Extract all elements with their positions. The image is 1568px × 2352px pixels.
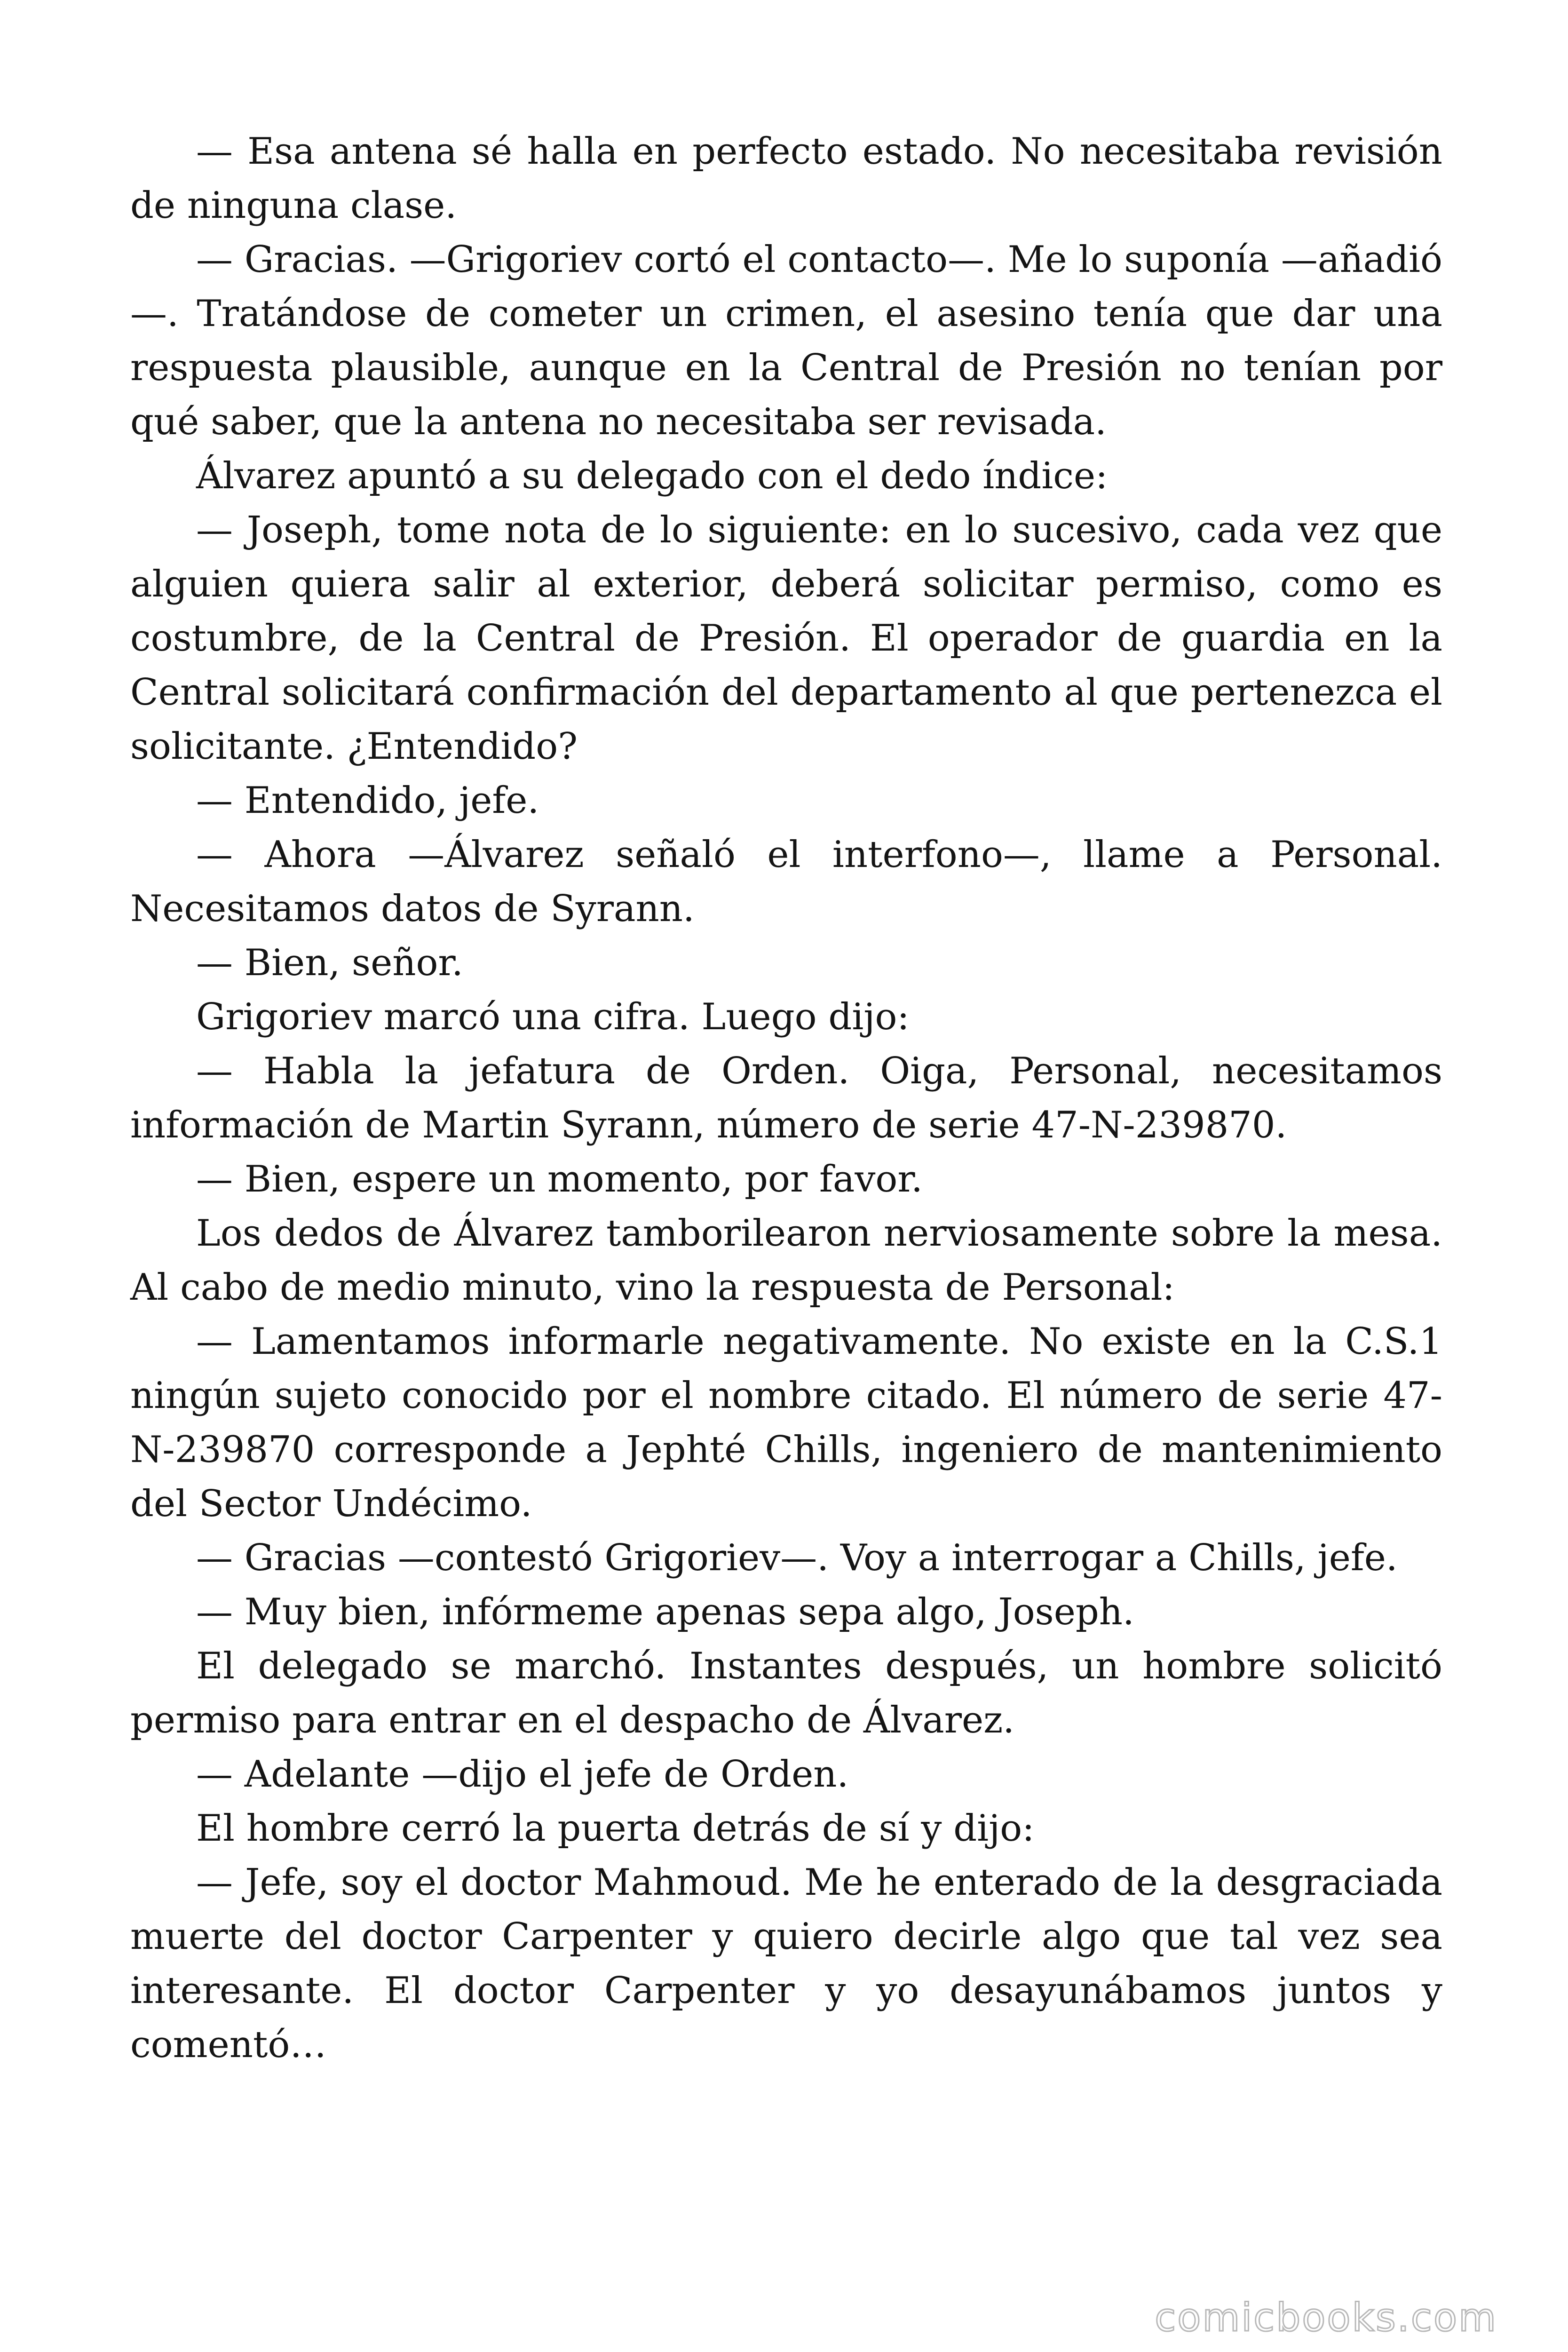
paragraph: — Ahora —Álvarez señaló el interfono—, llame a Personal. Necesitamos datos de Syrann.	[130, 834, 1442, 930]
paragraph: El hombre cerró la puerta detrás de sí y dijo:	[196, 1807, 1035, 1850]
paragraph: — Gracias. —Grigoriev cortó el contacto—. Me lo suponía —añadió—. Tratándose de cometer un crimen, el asesino tenía que dar una respuesta plausible, aunque en la Central de Presión no tenían por qué saber, que la antena no necesitaba ser revisada.	[130, 238, 1442, 443]
watermark: comicbooks.com	[1155, 2296, 1497, 2340]
paragraph: — Adelante —dijo el jefe de Orden.	[196, 1753, 849, 1796]
paragraph: — Entendido, jefe.	[196, 779, 539, 822]
paragraph: — Jefe, soy el doctor Mahmoud. Me he enterado de la desgraciada muerte del doctor Carpenter y quiero decirle algo que tal vez sea interesante. El doctor Carpenter y yo desayunábamos juntos y comentó…	[130, 1861, 1442, 2066]
paragraph: — Bien, señor.	[196, 942, 463, 984]
paragraph: Grigoriev marcó una cifra. Luego dijo:	[196, 996, 910, 1038]
paragraph: — Gracias —contestó Grigoriev—. Voy a interrogar a Chills, jefe.	[196, 1537, 1398, 1579]
paragraph: — Habla la jefatura de Orden. Oiga, Personal, necesitamos información de Martin Syrann, número de serie 47-N-239870.	[130, 1050, 1442, 1146]
paragraph: El delegado se marchó. Instantes después, un hombre solicitó permiso para entrar en el despacho de Álvarez.	[130, 1645, 1442, 1741]
paragraph: — Bien, espere un momento, por favor.	[196, 1158, 923, 1200]
paragraph: — Muy bien, infórmeme apenas sepa algo, Joseph.	[196, 1591, 1134, 1633]
paragraph: Los dedos de Álvarez tamborilearon nerviosamente sobre la mesa. Al cabo de medio minuto, vino la respuesta de Personal:	[130, 1212, 1442, 1309]
page-text	[130, 125, 1442, 2072]
paragraph: — Joseph, tome nota de lo siguiente: en lo sucesivo, cada vez que alguien quiera salir al exterior, deberá solicitar permiso, como es costumbre, de la Central de Presión. El operador de guardia en la Central solicitará confirmación del departamento al que pertenezca el solicitante. ¿Entendido?	[130, 509, 1442, 768]
paragraph: Álvarez apuntó a su delegado con el dedo índice:	[196, 455, 1108, 497]
paragraph: — Lamentamos informarle negativamente. No existe en la C.S.1 ningún sujeto conocido por el nombre citado. El número de serie 47-N-239870 corresponde a Jephté Chills, ingeniero de mantenimiento del Sector Undécimo.	[130, 1320, 1442, 1525]
paragraph: — Esa antena sé halla en perfecto estado. No necesitaba revisión de ninguna clase.	[130, 130, 1442, 227]
